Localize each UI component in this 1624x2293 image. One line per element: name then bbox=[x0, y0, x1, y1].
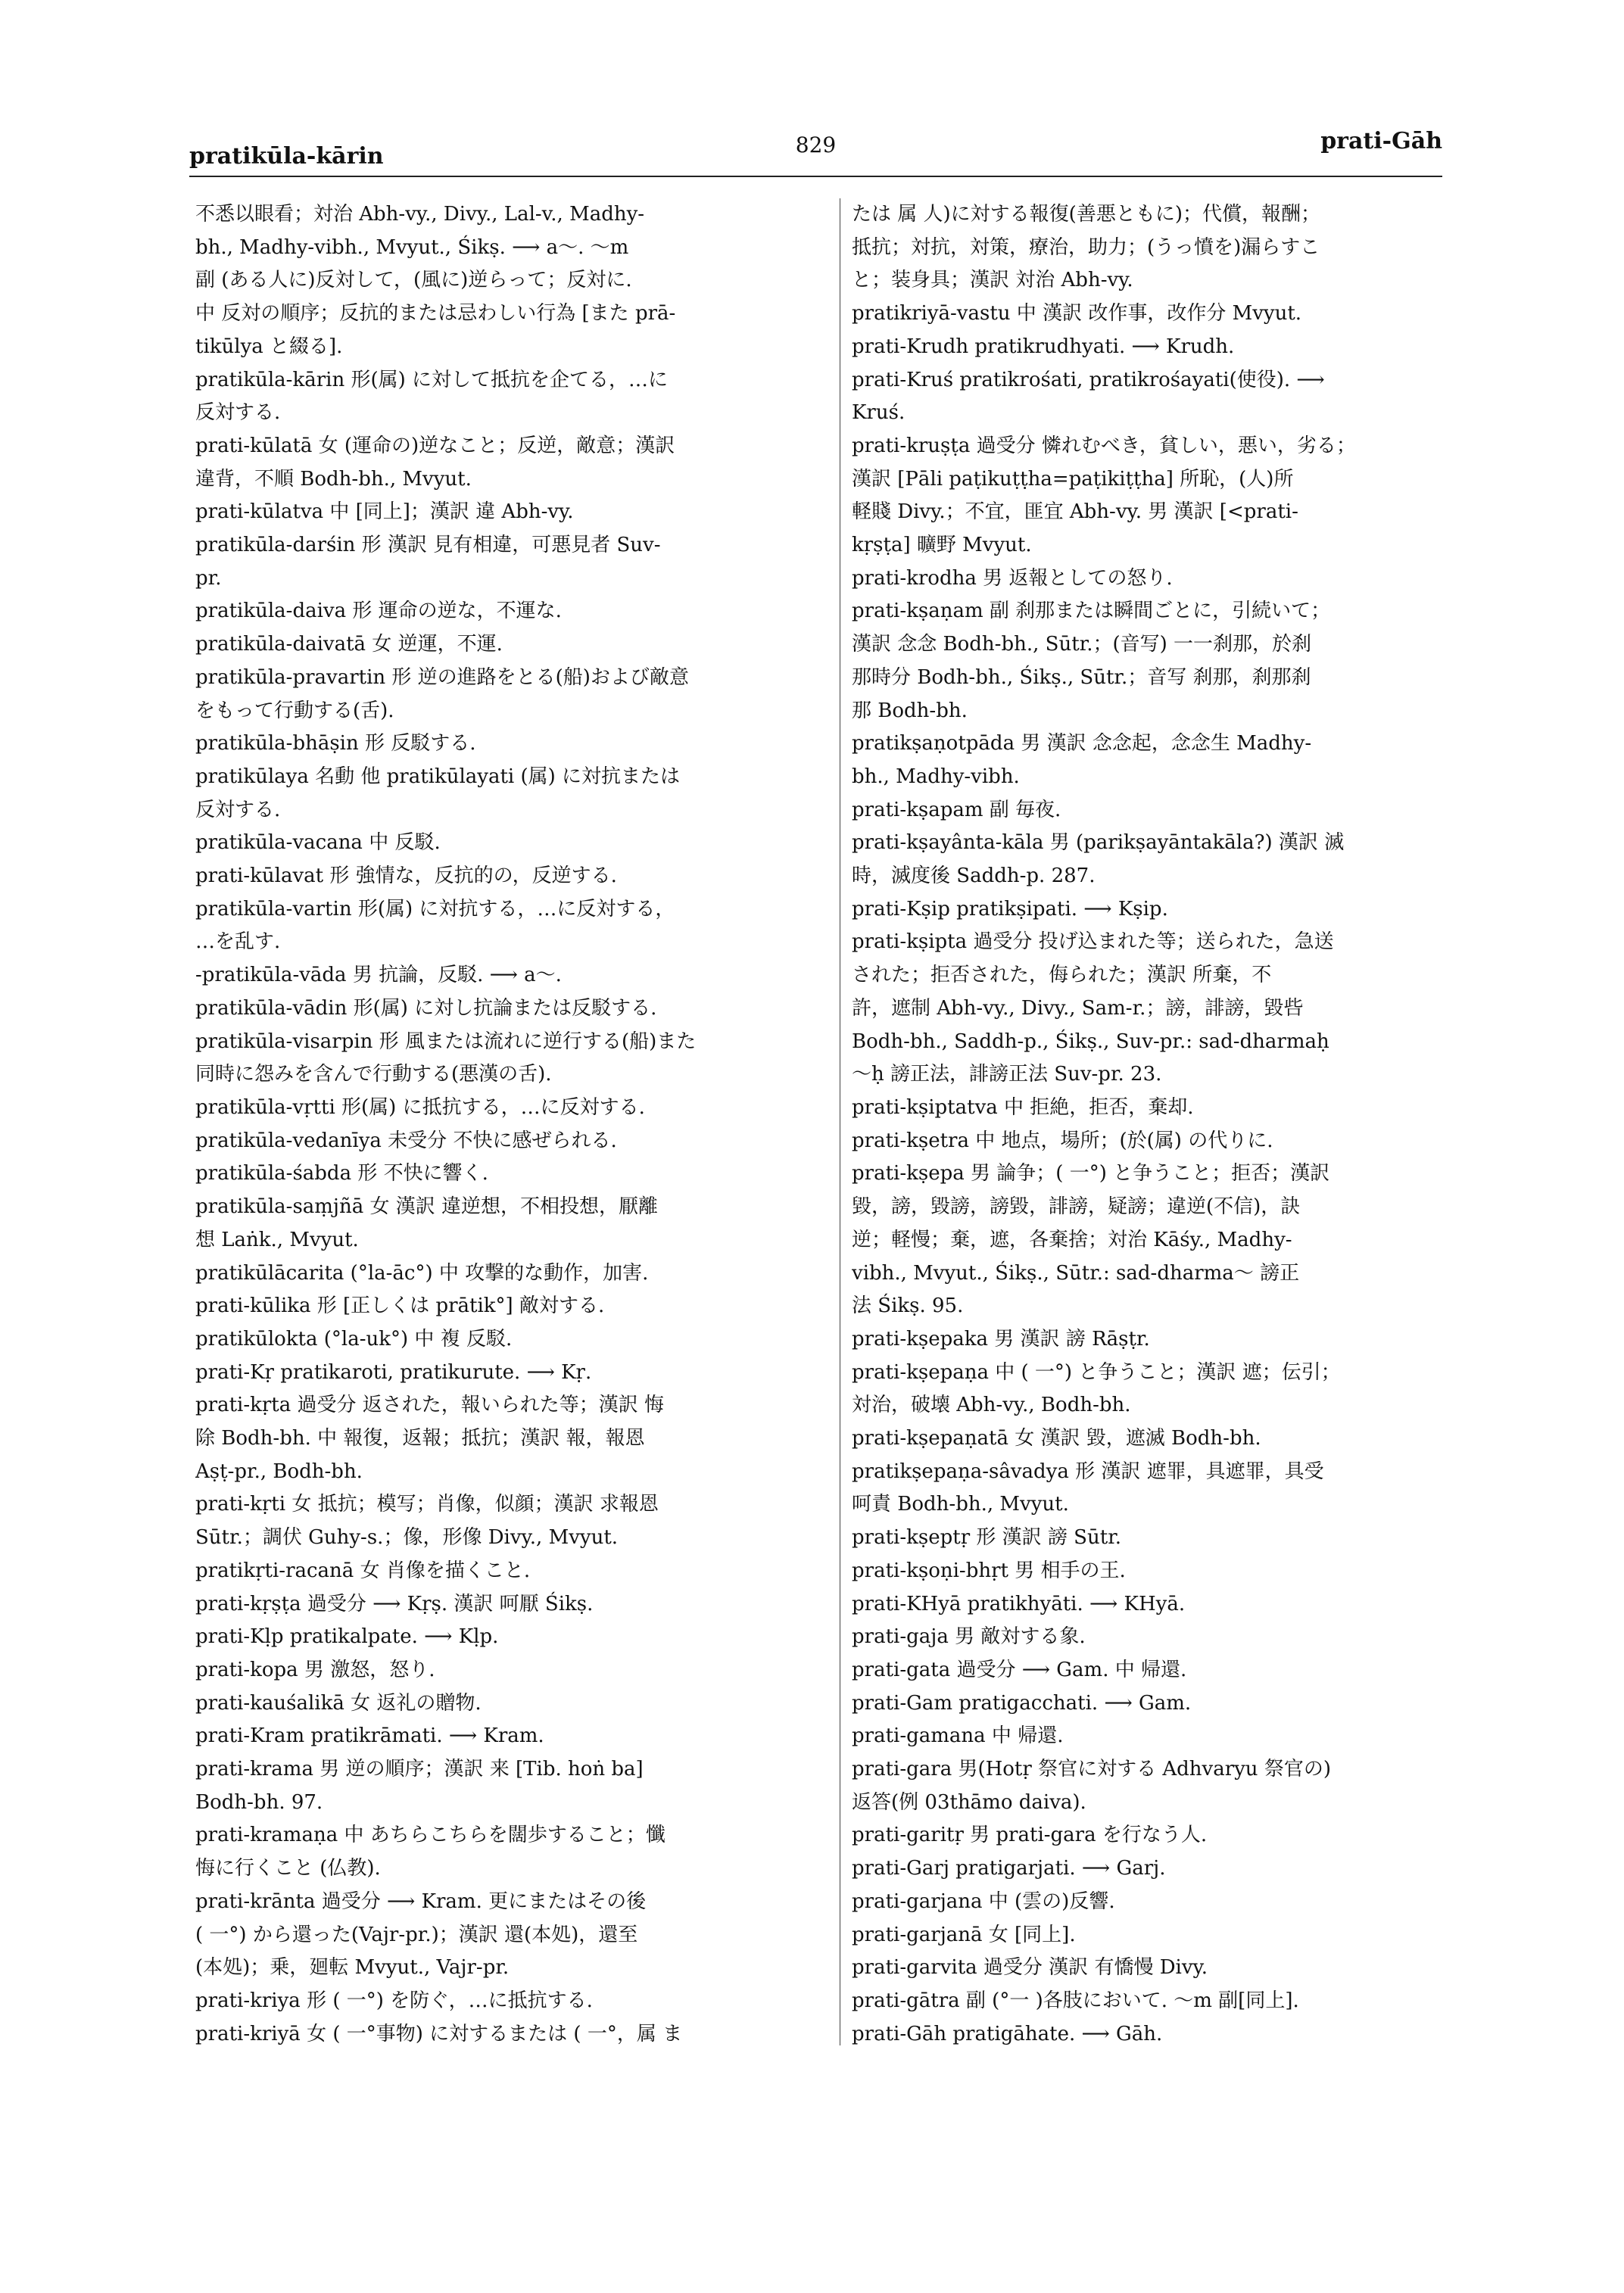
dictionary-line: pratikṣaṇotpāda 男 漢訳 念念起，念念生 Madhy- bbox=[852, 732, 1312, 756]
dictionary-line: pratikriyā-vastu 中 漢訳 改作事，改作分 Mvyut. bbox=[852, 302, 1302, 326]
dictionary-line: prati-kriya 形 ( 一°) を防ぐ，…に抵抗する. bbox=[195, 1989, 593, 2012]
dictionary-line: 悔に行くこと (仏教). bbox=[195, 1857, 381, 1880]
dictionary-line: prati-kṛti 女 抵抗；模写；肖像，似顔；漢訳 求報恩 bbox=[195, 1493, 659, 1516]
dictionary-line: pratikūlācarita (°la-āc°) 中 攻撃的な動作，加害. bbox=[195, 1261, 649, 1285]
dictionary-line: pr. bbox=[195, 566, 222, 590]
dictionary-line: 中 反対の順序；反抗的または忌わしい行為 [また prā- bbox=[195, 302, 676, 326]
dictionary-line: 対治，破壊 Abh-vy., Bodh-bh. bbox=[852, 1394, 1131, 1417]
dictionary-line: prati-kṣepa 男 論争；( 一°) と争うこと；拒否；漢訳 bbox=[852, 1162, 1330, 1185]
dictionary-line: Bodh-bh., Saddh-p., Śikṣ., Suv-pr.: sad-dharmaḥ bbox=[852, 1030, 1329, 1053]
dictionary-line: pratikūla-vṛtti 形(属) に抵抗する，…に反対する. bbox=[195, 1095, 645, 1119]
page-number: 829 bbox=[795, 132, 837, 157]
dictionary-line: をもって行動する(舌). bbox=[195, 699, 394, 722]
dictionary-line: 漢訳 [Pāli paṭikuṭṭha=paṭikiṭṭha] 所恥，(人)所 bbox=[852, 467, 1294, 491]
dictionary-line: 不悉以眼看；対治 Abh-vy., Divy., Lal-v., Madhy- bbox=[195, 203, 645, 226]
dictionary-line: pratikūla-vādin 形(属) に対し抗論または反駁する. bbox=[195, 996, 657, 1020]
dictionary-line: prati-kṣeptṛ 形 漢訳 謗 Sūtr. bbox=[852, 1526, 1122, 1550]
dictionary-line: (本処)；乗，廻転 Mvyut., Vajr-pr. bbox=[195, 1956, 510, 1980]
dictionary-line: 許，遮制 Abh-vy., Divy., Sam-r.；謗，誹謗，毀呰 bbox=[852, 996, 1304, 1020]
dictionary-line: prati-Kḷp pratikalpate. ⟶ Kḷp. bbox=[195, 1625, 499, 1649]
dictionary-line: 副 (ある人に)反対して，(風に)逆らって；反対に. bbox=[195, 269, 632, 292]
dictionary-line: prati-kṣapam 副 毎夜. bbox=[852, 798, 1061, 821]
dictionary-line: 毀，謗，毀謗，謗毀，誹謗，疑謗；違逆(不信)，訣 bbox=[852, 1195, 1301, 1219]
dictionary-line: 反対する. bbox=[195, 401, 281, 425]
dictionary-line: prati-kṛta 過受分 返された，報いられた等；漢訳 悔 bbox=[195, 1394, 665, 1417]
dictionary-line: pratikūla-vedanīya 未受分 不快に感ぜられる. bbox=[195, 1129, 617, 1152]
dictionary-line: prati-kṣepaṇa 中 ( 一°) と争うこと；漢訳 遮；伝引； bbox=[852, 1360, 1341, 1384]
dictionary-line: prati-garjanā 女 [同上]. bbox=[852, 1923, 1076, 1946]
dictionary-line: …を乱す. bbox=[195, 930, 281, 954]
dictionary-line: prati-garvita 過受分 漢訳 有憍慢 Divy. bbox=[852, 1956, 1208, 1980]
dictionary-line: pratikūla-vartin 形(属) に対抗する，…に反対する， bbox=[195, 897, 675, 921]
dictionary-line: 那時分 Bodh-bh., Śikṣ., Sūtr.；音写 刹那，刹那刹 bbox=[852, 665, 1311, 689]
dictionary-line: pratikūla-bhāṣin 形 反駁する. bbox=[195, 732, 476, 756]
dictionary-line: prati-Kram pratikrāmati. ⟶ Kram. bbox=[195, 1724, 544, 1748]
running-head-right: prati-Gāh bbox=[1320, 128, 1442, 154]
dictionary-line: 想 Laṅk., Mvyut. bbox=[195, 1228, 359, 1251]
dictionary-line: prati-kūlavat 形 強情な，反抗的の，反逆する. bbox=[195, 865, 617, 888]
dictionary-line: prati-kūlika 形 [正しくは prātik°] 敵対する. bbox=[195, 1294, 605, 1318]
dictionary-line: pratikūla-vacana 中 反駁. bbox=[195, 831, 441, 855]
dictionary-line: pratikūlokta (°la-uk°) 中 複 反駁. bbox=[195, 1327, 513, 1351]
dictionary-line: pratikūla-pravartin 形 逆の進路をとる(船)および敵意 bbox=[195, 665, 689, 689]
dictionary-line: Bodh-bh. 97. bbox=[195, 1790, 323, 1814]
dictionary-line: 同時に怨みを含んで行動する(悪漢の舌). bbox=[195, 1063, 552, 1086]
dictionary-line: 軽賤 Divy.；不宜，匪宜 Abh-vy. 男 漢訳 [<prati- bbox=[852, 500, 1298, 524]
dictionary-line: 〜ḥ 謗正法，誹謗正法 Suv-pr. 23. bbox=[852, 1063, 1162, 1086]
dictionary-line: と；装身具；漢訳 対治 Abh-vy. bbox=[852, 269, 1133, 292]
dictionary-line: された；拒否された，侮られた；漢訳 所棄，不 bbox=[852, 964, 1272, 987]
dictionary-line: pratikūla-darśin 形 漢訳 見有相違，可悪見者 Suv- bbox=[195, 534, 661, 557]
dictionary-line: prati-gamana 中 帰還. bbox=[852, 1724, 1064, 1748]
dictionary-line: prati-kopa 男 激怒，怒り. bbox=[195, 1658, 435, 1681]
running-head-left: pratikūla-kārin bbox=[189, 143, 384, 170]
dictionary-line: pratikṛti-racanā 女 肖像を描くこと. bbox=[195, 1559, 531, 1582]
dictionary-line: kṛṣṭa] 曠野 Mvyut. bbox=[852, 534, 1032, 557]
dictionary-line: prati-kruṣṭa 過受分 憐れむべき，貧しい，悪い，劣る； bbox=[852, 434, 1356, 457]
dictionary-line: 抵抗；対抗，対策，療治，助力；(うっ憤を)漏らすこ bbox=[852, 235, 1320, 259]
dictionary-line: Aṣṭ-pr., Bodh-bh. bbox=[195, 1460, 363, 1483]
dictionary-line: prati-kṣepaṇatā 女 漢訳 毀，遮滅 Bodh-bh. bbox=[852, 1427, 1261, 1450]
page-header bbox=[189, 125, 1442, 170]
dictionary-line: prati-kṣetra 中 地点，場所；(於(属) の代りに. bbox=[852, 1129, 1273, 1152]
dictionary-line: prati-Garj pratigarjati. ⟶ Garj. bbox=[852, 1857, 1166, 1880]
dictionary-line: pratikūla-daivatā 女 逆運，不運. bbox=[195, 633, 503, 656]
dictionary-line: prati-kriyā 女 ( 一°事物) に対するまたは ( 一°，属 ま bbox=[195, 2022, 683, 2045]
dictionary-line: Sūtr.；調伏 Guhy-s.；像，形像 Divy., Mvyut. bbox=[195, 1526, 619, 1550]
dictionary-line: prati-Krudh pratikrudhyati. ⟶ Krudh. bbox=[852, 335, 1235, 358]
dictionary-line: vibh., Mvyut., Śikṣ., Sūtr.: sad-dharma〜 謗正 bbox=[852, 1261, 1300, 1285]
dictionary-line: pratikṣepaṇa-sâvadya 形 漢訳 遮罪，具遮罪，具受 bbox=[852, 1460, 1324, 1483]
dictionary-line: 除 Bodh-bh. 中 報復，返報；抵抗；漢訳 報，報恩 bbox=[195, 1427, 645, 1450]
dictionary-line: prati-kramaṇa 中 あちらこちらを闊歩すること；懺 bbox=[195, 1824, 665, 1847]
header-rule bbox=[189, 176, 1442, 177]
dictionary-line: Kruś. bbox=[852, 401, 906, 425]
dictionary-line: 漢訳 念念 Bodh-bh., Sūtr.；(音写) 一一刹那，於刹 bbox=[852, 633, 1312, 656]
dictionary-line: prati-kṣiptatva 中 拒絶，拒否，棄却. bbox=[852, 1095, 1194, 1119]
dictionary-line: 呵責 Bodh-bh., Mvyut. bbox=[852, 1493, 1069, 1516]
dictionary-line: prati-gātra 副 (°一 )各肢において. 〜m 副[同上]. bbox=[852, 1989, 1299, 2012]
dictionary-line: prati-gata 過受分 ⟶ Gam. 中 帰還. bbox=[852, 1658, 1187, 1681]
dictionary-line: pratikūla-kārin 形(属) に対して抵抗を企てる，…に bbox=[195, 368, 669, 391]
dictionary-line: 逆；軽慢；棄，遮，各棄捨；対治 Kāśy., Madhy- bbox=[852, 1228, 1292, 1251]
dictionary-line: 反対する. bbox=[195, 798, 281, 821]
dictionary-line: prati-kauśalikā 女 返礼の贈物. bbox=[195, 1691, 482, 1715]
dictionary-line: 時，滅度後 Saddh-p. 287. bbox=[852, 865, 1096, 888]
dictionary-line: prati-Gam pratigacchati. ⟶ Gam. bbox=[852, 1691, 1192, 1715]
dictionary-line: prati-kūlatā 女 (運命の)逆なこと；反逆，敵意；漢訳 bbox=[195, 434, 675, 457]
dictionary-line: prati-Kṣip pratikṣipati. ⟶ Kṣip. bbox=[852, 897, 1168, 921]
dictionary-line: pratikūla-śabda 形 不快に響く. bbox=[195, 1162, 488, 1185]
dictionary-line: prati-kṣepaka 男 漢訳 謗 Rāṣṭr. bbox=[852, 1327, 1150, 1351]
dictionary-line: prati-gaja 男 敵対する象. bbox=[852, 1625, 1086, 1649]
dictionary-line: bh., Madhy-vibh., Mvyut., Śikṣ. ⟶ a〜. 〜m bbox=[195, 235, 629, 259]
dictionary-line: prati-Kṛ pratikaroti, pratikurute. ⟶ Kṛ. bbox=[195, 1360, 592, 1384]
dictionary-line: 返答(例 03thāmo daiva). bbox=[852, 1790, 1086, 1814]
dictionary-line: prati-krānta 過受分 ⟶ Kram. 更にまたはその後 bbox=[195, 1890, 647, 1913]
right-column bbox=[852, 198, 1450, 2257]
dictionary-line: たは 属 人)に対する報復(善悪ともに)；代償，報酬； bbox=[852, 203, 1320, 226]
dictionary-line: prati-Gāh pratigāhate. ⟶ Gāh. bbox=[852, 2022, 1163, 2045]
dictionary-line: -pratikūla-vāda 男 抗論，反駁. ⟶ a〜. bbox=[195, 964, 562, 987]
dictionary-line: bh., Madhy-vibh. bbox=[852, 765, 1020, 788]
dictionary-line: pratikūla-visarpin 形 風または流れに逆行する(船)また bbox=[195, 1030, 697, 1053]
dictionary-line: pratikūla-daiva 形 運命の逆な，不運な. bbox=[195, 600, 562, 623]
dictionary-line: prati-kṣoṇi-bhṛt 男 相手の王. bbox=[852, 1559, 1126, 1582]
dictionary-line: prati-garjana 中 (雲の)反響. bbox=[852, 1890, 1115, 1913]
dictionary-line: prati-kṣaṇam 副 刹那または瞬間ごとに，引続いて； bbox=[852, 600, 1331, 623]
dictionary-line: tikūlya と綴る]. bbox=[195, 335, 343, 358]
dictionary-line: 法 Śikṣ. 95. bbox=[852, 1294, 964, 1318]
dictionary-line: prati-garitṛ 男 prati-gara を行なう人. bbox=[852, 1824, 1208, 1847]
dictionary-line: prati-kṣayânta-kāla 男 (parikṣayāntakāla?) 漢訳 滅 bbox=[852, 831, 1345, 855]
dictionary-line: prati-kūlatva 中 [同上]；漢訳 違 Abh-vy. bbox=[195, 500, 574, 524]
dictionary-line: 違背，不順 Bodh-bh., Mvyut. bbox=[195, 467, 472, 491]
dictionary-line: prati-kṛṣṭa 過受分 ⟶ Kṛṣ. 漢訳 呵厭 Śikṣ. bbox=[195, 1592, 594, 1615]
dictionary-line: prati-KHyā pratikhyāti. ⟶ KHyā. bbox=[852, 1592, 1186, 1615]
dictionary-line: pratikūlaya 名動 他 pratikūlayati (属) に対抗または bbox=[195, 765, 681, 788]
dictionary-line: 那 Bodh-bh. bbox=[852, 699, 968, 722]
dictionary-line: prati-gara 男(Hotṛ 祭官に対する Adhvaryu 祭官の) bbox=[852, 1758, 1331, 1781]
dictionary-line: prati-krodha 男 返報としての怒り. bbox=[852, 566, 1173, 590]
dictionary-line: prati-krama 男 逆の順序；漢訳 来 [Tib. hoṅ ba] bbox=[195, 1758, 644, 1781]
dictionary-line: pratikūla-saṃjñā 女 漢訳 違逆想，不相投想，厭離 bbox=[195, 1195, 659, 1219]
dictionary-line: ( 一°) から還った(Vajr-pr.)；漢訳 還(本処)，還至 bbox=[195, 1923, 638, 1946]
left-column bbox=[195, 198, 828, 2257]
dictionary-line: prati-kṣipta 過受分 投げ込まれた等；送られた，急送 bbox=[852, 930, 1334, 954]
dictionary-line: prati-Kruś pratikrośati, pratikrośayati(使役). ⟶ bbox=[852, 368, 1325, 391]
